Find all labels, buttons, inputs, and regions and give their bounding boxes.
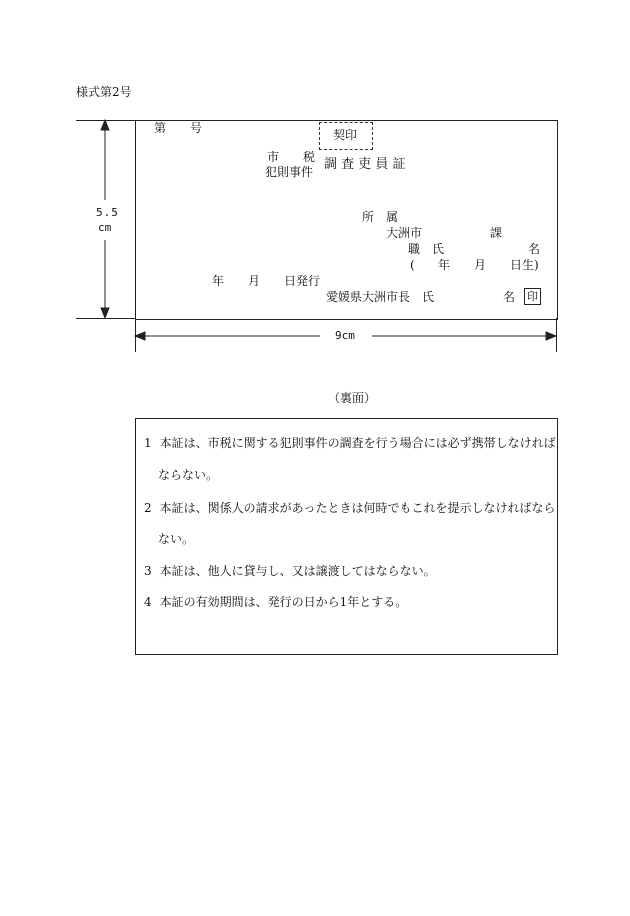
height-arrow-head-bottom: [101, 308, 109, 318]
note-number: 4: [144, 595, 152, 609]
birth-month: 月: [474, 258, 487, 272]
back-heading: （裏面）: [328, 391, 377, 405]
note-2: [144, 502, 556, 514]
birth-year: 年: [438, 258, 451, 272]
name-label: 名: [528, 242, 541, 256]
affiliation-label: 所 属: [362, 210, 399, 224]
height-dimension-value: 5.5: [96, 206, 119, 219]
card-title: 調 査 吏 員 証: [324, 157, 406, 172]
issuer-seal-mark: 印: [524, 288, 541, 305]
note-text: 本証の有効期間は、発行の日から1年とする。: [159, 595, 408, 609]
height-dimension-unit: cm: [98, 221, 112, 234]
width-arrow-head-left: [135, 332, 145, 340]
note-number: 2: [144, 501, 152, 515]
issuer: 愛媛県大洲市長 氏: [326, 290, 435, 304]
seal-label: 契印: [333, 128, 358, 142]
title-prefix-line2: 犯則事件: [265, 165, 314, 179]
note-number: 1: [144, 436, 152, 450]
birth-open: (: [410, 258, 415, 272]
form-label: 様式第2号: [76, 85, 132, 99]
width-dimension-label: 9cm: [335, 329, 355, 342]
note-3: [144, 565, 436, 577]
note-text: 本証は、市税に関する犯則事件の調査を行う場合には必ず携帯しなければ: [159, 436, 556, 450]
section-label: 課: [490, 226, 503, 240]
issue-date: 年 月 日発行: [212, 274, 321, 288]
city-label: 大洲市: [386, 226, 423, 240]
note-1-continuation: ならない。: [158, 468, 219, 482]
position-label: 職 氏: [408, 242, 445, 256]
note-text: 本証は、他人に貸与し、又は譲渡してはならない。: [159, 564, 436, 578]
number-label: 第 号: [154, 121, 203, 135]
title-prefix-line1: 市 税: [267, 150, 316, 164]
height-arrow-head-top: [101, 120, 109, 130]
note-2-continuation: ない。: [158, 532, 195, 546]
width-arrow-head-right: [546, 332, 556, 340]
card-back: [135, 418, 558, 655]
note-4: [144, 596, 407, 608]
issuer-name-label: 名: [503, 290, 516, 304]
note-text: 本証は、関係人の請求があったときは何時でもこれを提示しなければなら: [159, 501, 556, 515]
birth-day: 日生): [510, 258, 539, 272]
note-number: 3: [144, 564, 152, 578]
note-1: [144, 437, 556, 449]
